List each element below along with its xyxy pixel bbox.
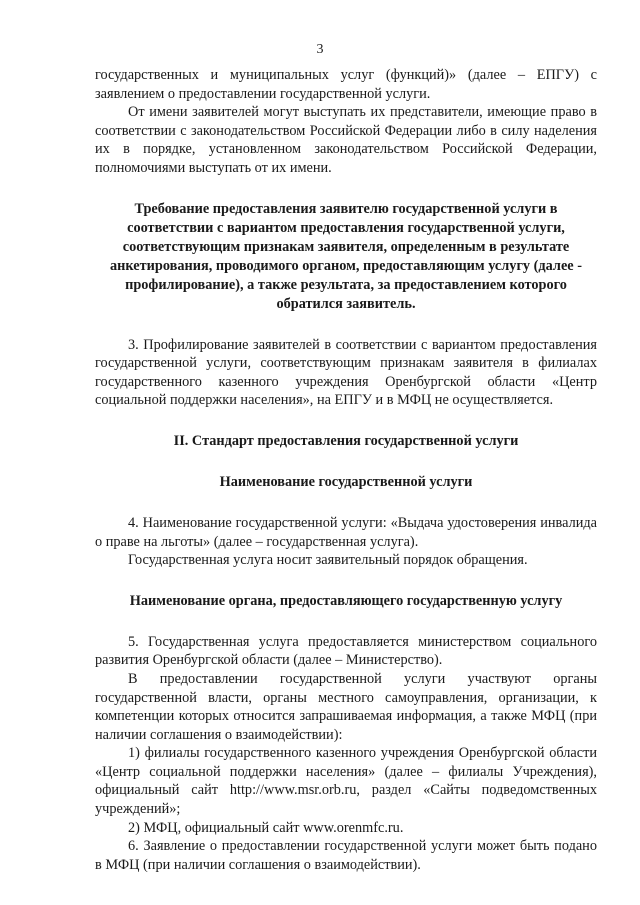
spacer [95,451,597,473]
spacer [95,178,597,200]
section-heading: Наименование органа, предоставляющего государственную услугу [129,592,563,609]
paragraph: 5. Государственная услуга предоставляется министерством социального развития Оренбургской области (далее – Министерство). [95,633,597,669]
paragraph: 4. Наименование государственной услуги: «Выдача удостоверения инвалида о праве на льготы» (далее – государственная услуга). [95,514,597,550]
paragraph: От имени заявителей могут выступать их представители, имеющие право в соответствии с законодательством Российской Федерации либо в силу наделения их в порядке, установленном законодательством Российской Федерации, полномочиями выступать от их имени. [95,104,597,176]
spacer [95,314,597,336]
paragraph: государственных и муниципальных услуг (функций)» (далее – ЕПГУ) с заявлением о предоставлении государственной услуги. [95,67,597,102]
document-body [95,66,597,874]
paragraph: В предоставлении государственной услуги участвуют органы государственной власти, органы местного самоуправления, организации, к компетенции которых относится запрашиваемая информация, а также МФЦ (при наличии соглашения о взаимодействии): [95,670,597,743]
spacer [95,570,597,592]
paragraph: Государственная услуга носит заявительный порядок обращения. [128,552,528,569]
section-heading: Наименование государственной услуги [219,473,473,490]
paragraph: 1) филиалы государственного казенного учреждения Оренбургской области «Центр социальной поддержки населения» (далее – филиалы Учреждения), официальный сайт http://www.msr.orb.ru, раздел «Сайты подведомственных учреждений»; [95,745,597,818]
paragraph: 3. Профилирование заявителей в соответствии с вариантом предоставления государственной услуги, соответствующим признакам заявителя в филиалах государственного казенного учреждения Оренбургской области «Центр социальной поддержки населения», на ЕПГУ и в МФЦ не осуществляется. [95,336,597,409]
paragraph: 2) МФЦ, официальный сайт www.orenmfc.ru. [128,819,404,836]
spacer [95,611,597,633]
paragraph: 6. Заявление о предоставлении государственной услуги может быть подано в МФЦ (при наличии соглашения о взаимодействии). [95,838,597,873]
page-number: 3 [316,42,324,57]
section-heading: Требование предоставления заявителю государственной услуги в соответствии с вариантом предоставления государственной услуги, соответствующим признакам заявителя, определенным в результате анкетирования, проводимого органом, предоставляющим услугу (далее - профилирование), а также результата, за предоставлением которого обратился заявитель. [110,200,582,312]
section-heading: II. Стандарт предоставления государственной услуги [173,432,519,449]
spacer [95,492,597,514]
spacer [95,410,597,432]
